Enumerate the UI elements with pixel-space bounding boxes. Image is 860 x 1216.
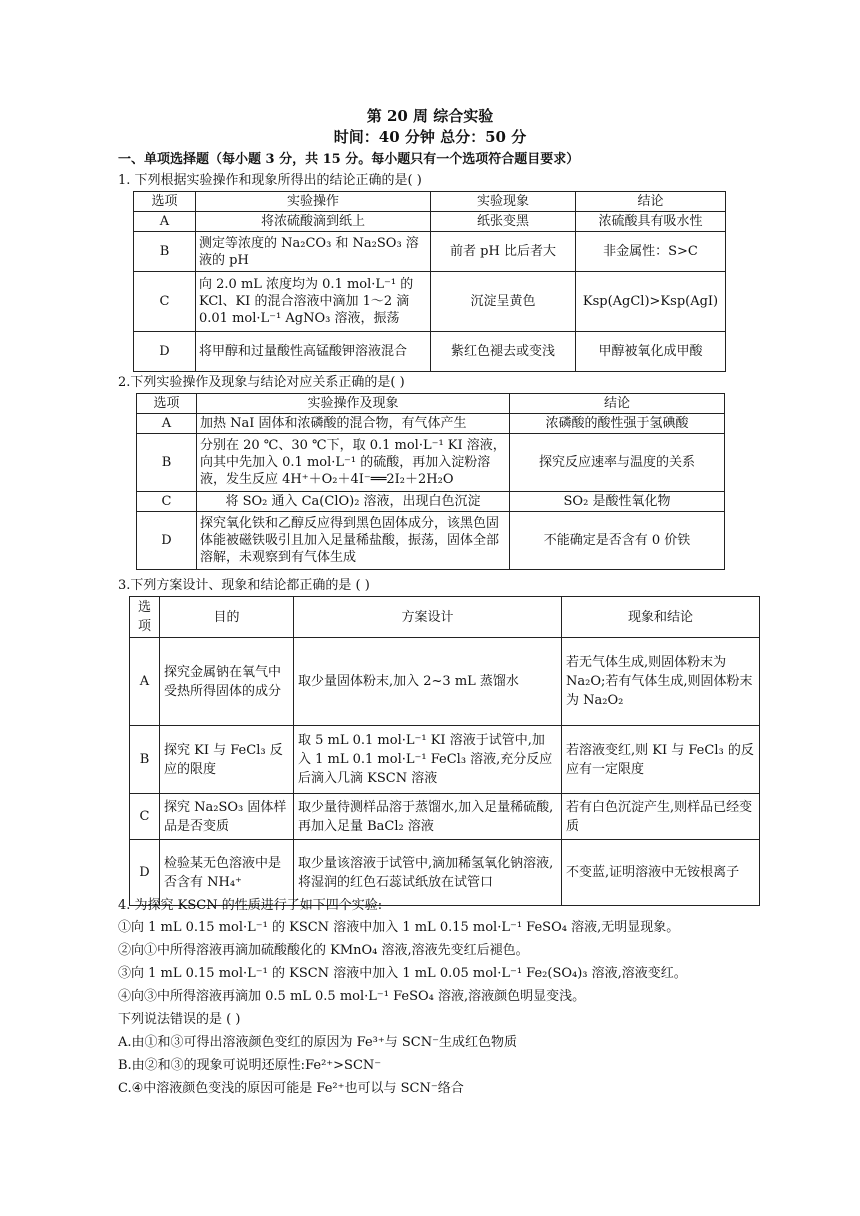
goal-cell: 检验某无色溶液中是否含有 NH₄⁺ xyxy=(160,840,294,906)
phenomenon-cell: 紫红色褪去或变浅 xyxy=(431,332,576,372)
option-cell: A xyxy=(137,414,197,434)
conclusion-cell: 非金属性：S>C xyxy=(576,232,726,272)
header-cell: 选项 xyxy=(137,394,197,414)
result-cell: 若溶液变红,则 KI 与 FeCl₃ 的反应有一定限度 xyxy=(562,726,760,794)
table-row xyxy=(137,492,725,512)
q2-table xyxy=(136,393,725,570)
goal-cell: 探究金属钠在氧气中受热所得固体的成分 xyxy=(160,638,294,726)
page-subtitle: 时间：40 分钟 总分：50 分 xyxy=(333,128,527,146)
header-cell: 结论 xyxy=(576,192,726,212)
q4-ask: 下列说法错误的是 ( ) xyxy=(118,1012,241,1027)
table-row xyxy=(134,212,726,232)
operation-cell: 将 SO₂ 通入 Ca(ClO)₂ 溶液，出现白色沉淀 xyxy=(197,492,510,512)
q4-stem: 4. 为探究 KSCN 的性质进行了如下四个实验: xyxy=(118,898,383,913)
option-cell: D xyxy=(130,840,160,906)
table-row xyxy=(137,434,725,492)
table-header-row xyxy=(134,192,726,212)
phenomenon-cell: 前者 pH 比后者大 xyxy=(431,232,576,272)
option-line: C.④中溶液颜色变浅的原因可能是 Fe²⁺也可以与 SCN⁻络合 xyxy=(118,1081,464,1096)
table-row xyxy=(137,512,725,570)
q3-table xyxy=(129,596,760,906)
table-row xyxy=(134,332,726,372)
section-heading: 一、单项选择题（每小题 3 分，共 15 分。每小题只有一个选项符合题目要求） xyxy=(118,152,580,167)
option-cell: B xyxy=(134,232,196,272)
result-cell: 若无气体生成,则固体粉末为 Na₂O;若有气体生成,则固体粉末为 Na₂O₂ xyxy=(562,638,760,726)
experiment-line: ④向③中所得溶液再滴加 0.5 mL 0.5 mol·L⁻¹ FeSO₄ 溶液,溶液颜色明显变浅。 xyxy=(118,989,586,1004)
operation-cell: 分别在 20 ℃、30 ℃下，取 0.1 mol·L⁻¹ KI 溶液，向其中先加入 0.1 mol·L⁻¹ 的硫酸，再加入淀粉溶液，发生反应 4H⁺＋O₂＋4I⁻══2I₂＋2H₂O xyxy=(197,434,510,492)
header-cell: 实验现象 xyxy=(431,192,576,212)
plan-cell: 取少量该溶液于试管中,滴加稀氢氧化钠溶液,将湿润的红色石蕊试纸放在试管口 xyxy=(294,840,562,906)
operation-cell: 探究氧化铁和乙醇反应得到黑色固体成分，该黑色固体能被磁铁吸引且加入足量稀盐酸，振荡，固体全部溶解，未观察到有气体生成 xyxy=(197,512,510,570)
table-row xyxy=(137,414,725,434)
conclusion-cell: 浓硫酸具有吸水性 xyxy=(576,212,726,232)
experiment-line: ③向 1 mL 0.15 mol·L⁻¹ 的 KSCN 溶液中加入 1 mL 0.05 mol·L⁻¹ Fe₂(SO₄)₃ 溶液,溶液变红。 xyxy=(118,966,687,981)
goal-cell: 探究 Na₂SO₃ 固体样品是否变质 xyxy=(160,794,294,840)
header-cell: 结论 xyxy=(510,394,725,414)
q2-stem: 2.下列实验操作及现象与结论对应关系正确的是( ) xyxy=(118,375,405,390)
option-cell: D xyxy=(134,332,196,372)
option-line: A.由①和③可得出溶液颜色变红的原因为 Fe³⁺与 SCN⁻生成红色物质 xyxy=(118,1035,517,1050)
conclusion-cell: 甲醇被氧化成甲酸 xyxy=(576,332,726,372)
header-cell: 现象和结论 xyxy=(562,597,760,638)
operation-cell: 将浓硫酸滴到纸上 xyxy=(196,212,431,232)
experiment-line: ②向①中所得溶液再滴加硫酸酸化的 KMnO₄ 溶液,溶液先变红后褪色。 xyxy=(118,943,529,958)
option-cell: C xyxy=(130,794,160,840)
phenomenon-cell: 沉淀呈黄色 xyxy=(431,272,576,332)
header-cell: 实验操作及现象 xyxy=(197,394,510,414)
conclusion-cell: 不能确定是否含有 0 价铁 xyxy=(510,512,725,570)
header-cell: 选项 xyxy=(130,597,160,638)
header-cell: 方案设计 xyxy=(294,597,562,638)
operation-cell: 测定等浓度的 Na₂CO₃ 和 Na₂SO₃ 溶液的 pH xyxy=(196,232,431,272)
operation-cell: 将甲醇和过量酸性高锰酸钾溶液混合 xyxy=(196,332,431,372)
plan-cell: 取 5 mL 0.1 mol·L⁻¹ KI 溶液于试管中,加入 1 mL 0.1 mol·L⁻¹ FeCl₃ 溶液,充分反应后滴入几滴 KSCN 溶液 xyxy=(294,726,562,794)
option-cell: D xyxy=(137,512,197,570)
operation-cell: 加热 NaI 固体和浓磷酸的混合物，有气体产生 xyxy=(197,414,510,434)
goal-cell: 探究 KI 与 FeCl₃ 反应的限度 xyxy=(160,726,294,794)
table-row xyxy=(134,272,726,332)
conclusion-cell: 浓磷酸的酸性强于氢碘酸 xyxy=(510,414,725,434)
experiment-line: ①向 1 mL 0.15 mol·L⁻¹ 的 KSCN 溶液中加入 1 mL 0.15 mol·L⁻¹ FeSO₄ 溶液,无明显现象。 xyxy=(118,920,680,935)
plan-cell: 取少量待测样品溶于蒸馏水,加入足量稀硫酸,再加入足量 BaCl₂ 溶液 xyxy=(294,794,562,840)
table-row xyxy=(130,726,760,794)
q3-stem: 3.下列方案设计、现象和结论都正确的是 ( ) xyxy=(118,578,370,593)
option-cell: C xyxy=(134,272,196,332)
conclusion-cell: Ksp(AgCl)>Ksp(AgI) xyxy=(576,272,726,332)
table-header-row xyxy=(130,597,760,638)
conclusion-cell: 探究反应速率与温度的关系 xyxy=(510,434,725,492)
option-cell: B xyxy=(137,434,197,492)
table-row xyxy=(130,638,760,726)
result-cell: 若有白色沉淀产生,则样品已经变质 xyxy=(562,794,760,840)
phenomenon-cell: 纸张变黑 xyxy=(431,212,576,232)
option-line: B.由②和③的现象可说明还原性:Fe²⁺>SCN⁻ xyxy=(118,1058,382,1073)
option-cell: B xyxy=(130,726,160,794)
table-row xyxy=(130,794,760,840)
conclusion-cell: SO₂ 是酸性氧化物 xyxy=(510,492,725,512)
option-cell: C xyxy=(137,492,197,512)
page-title: 第 20 周 综合实验 xyxy=(366,107,494,125)
table-row xyxy=(134,232,726,272)
q1-stem: 1. 下列根据实验操作和现象所得出的结论正确的是( ) xyxy=(118,173,422,188)
option-cell: A xyxy=(130,638,160,726)
result-cell: 不变蓝,证明溶液中无铵根离子 xyxy=(562,840,760,906)
header-cell: 选项 xyxy=(134,192,196,212)
q1-table xyxy=(133,191,726,372)
table-header-row xyxy=(137,394,725,414)
header-cell: 实验操作 xyxy=(196,192,431,212)
operation-cell: 向 2.0 mL 浓度均为 0.1 mol·L⁻¹ 的 KCl、KI 的混合溶液中滴加 1～2 滴 0.01 mol·L⁻¹ AgNO₃ 溶液，振荡 xyxy=(196,272,431,332)
option-cell: A xyxy=(134,212,196,232)
plan-cell: 取少量固体粉末,加入 2~3 mL 蒸馏水 xyxy=(294,638,562,726)
header-cell: 目的 xyxy=(160,597,294,638)
